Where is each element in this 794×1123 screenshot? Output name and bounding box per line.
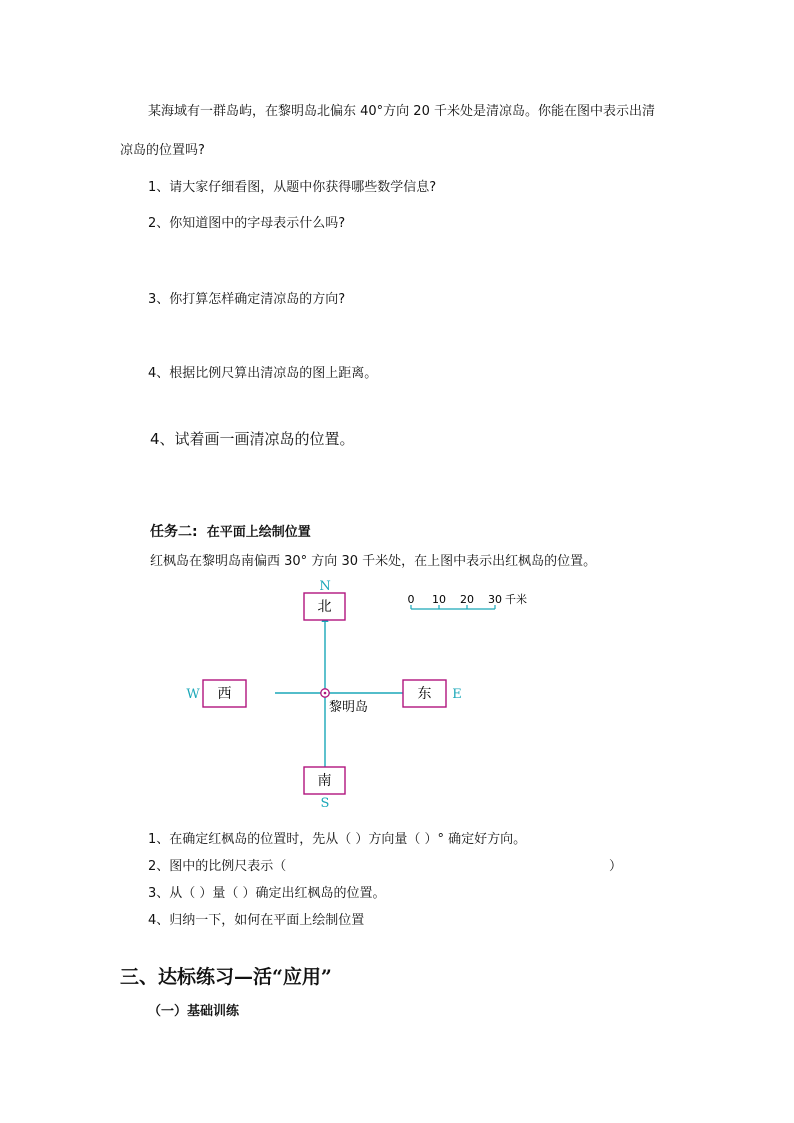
fill-in-question-4: 4、归纳一下，如何在平面上绘制位置	[148, 913, 365, 928]
fill-in-question-3: 3、从（ ）量（ ）确定出红枫岛的位置。	[148, 886, 386, 901]
scale-tick-label: 20	[460, 593, 474, 606]
question-4: 4、根据比例尺算出清凉岛的图上距离。	[148, 366, 378, 381]
try-draw-instruction: 4、试着画一画清凉岛的位置。	[150, 430, 355, 448]
task2-statement: 红枫岛在黎明岛南偏西 30° 方向 30 千米处，在上图中表示出红枫岛的位置。	[150, 554, 597, 569]
scale-tick-label: 10	[432, 593, 446, 606]
task2-title: 在平面上绘制位置	[206, 525, 311, 540]
west-letter: W	[186, 687, 200, 702]
east-box-label: 东	[417, 686, 432, 702]
fill-in-question-2-end: ）	[609, 859, 623, 874]
scale-bar	[408, 592, 528, 609]
question-1: 1、请大家仔细看图，从题中你获得哪些数学信息?	[148, 180, 437, 195]
compass-diagram	[175, 575, 545, 815]
west-box-label: 西	[217, 686, 232, 702]
north-box-label: 北	[317, 599, 332, 615]
north-letter: N	[319, 579, 331, 594]
scale-tick-label: 30	[488, 593, 502, 606]
fill-in-question-2-start: 2、图中的比例尺表示（	[148, 859, 287, 874]
east-letter: E	[452, 687, 462, 702]
task2-heading	[150, 521, 311, 541]
center-island-label: 黎明岛	[329, 700, 369, 715]
scale-unit: 千米	[505, 593, 527, 606]
task2-label: 任务二:	[150, 524, 198, 540]
section-3-heading: 三、达标练习—活“应用”	[120, 966, 332, 988]
question-2: 2、你知道图中的字母表示什么吗?	[148, 216, 346, 231]
south-letter: S	[320, 796, 330, 811]
problem-line-1: 某海域有一群岛屿，在黎明岛北偏东 40°方向 20 千米处是清凉岛。你能在图中表示出清	[148, 104, 655, 119]
scale-tick-label: 0	[407, 593, 415, 606]
section-3-subheading: （一）基础训练	[148, 1004, 240, 1019]
question-3: 3、你打算怎样确定清凉岛的方向?	[148, 292, 346, 307]
fill-in-question-1: 1、在确定红枫岛的位置时，先从（ ）方向量（ ）° 确定好方向。	[148, 832, 527, 847]
problem-line-2: 凉岛的位置吗?	[120, 143, 205, 158]
south-box-label: 南	[317, 773, 332, 789]
